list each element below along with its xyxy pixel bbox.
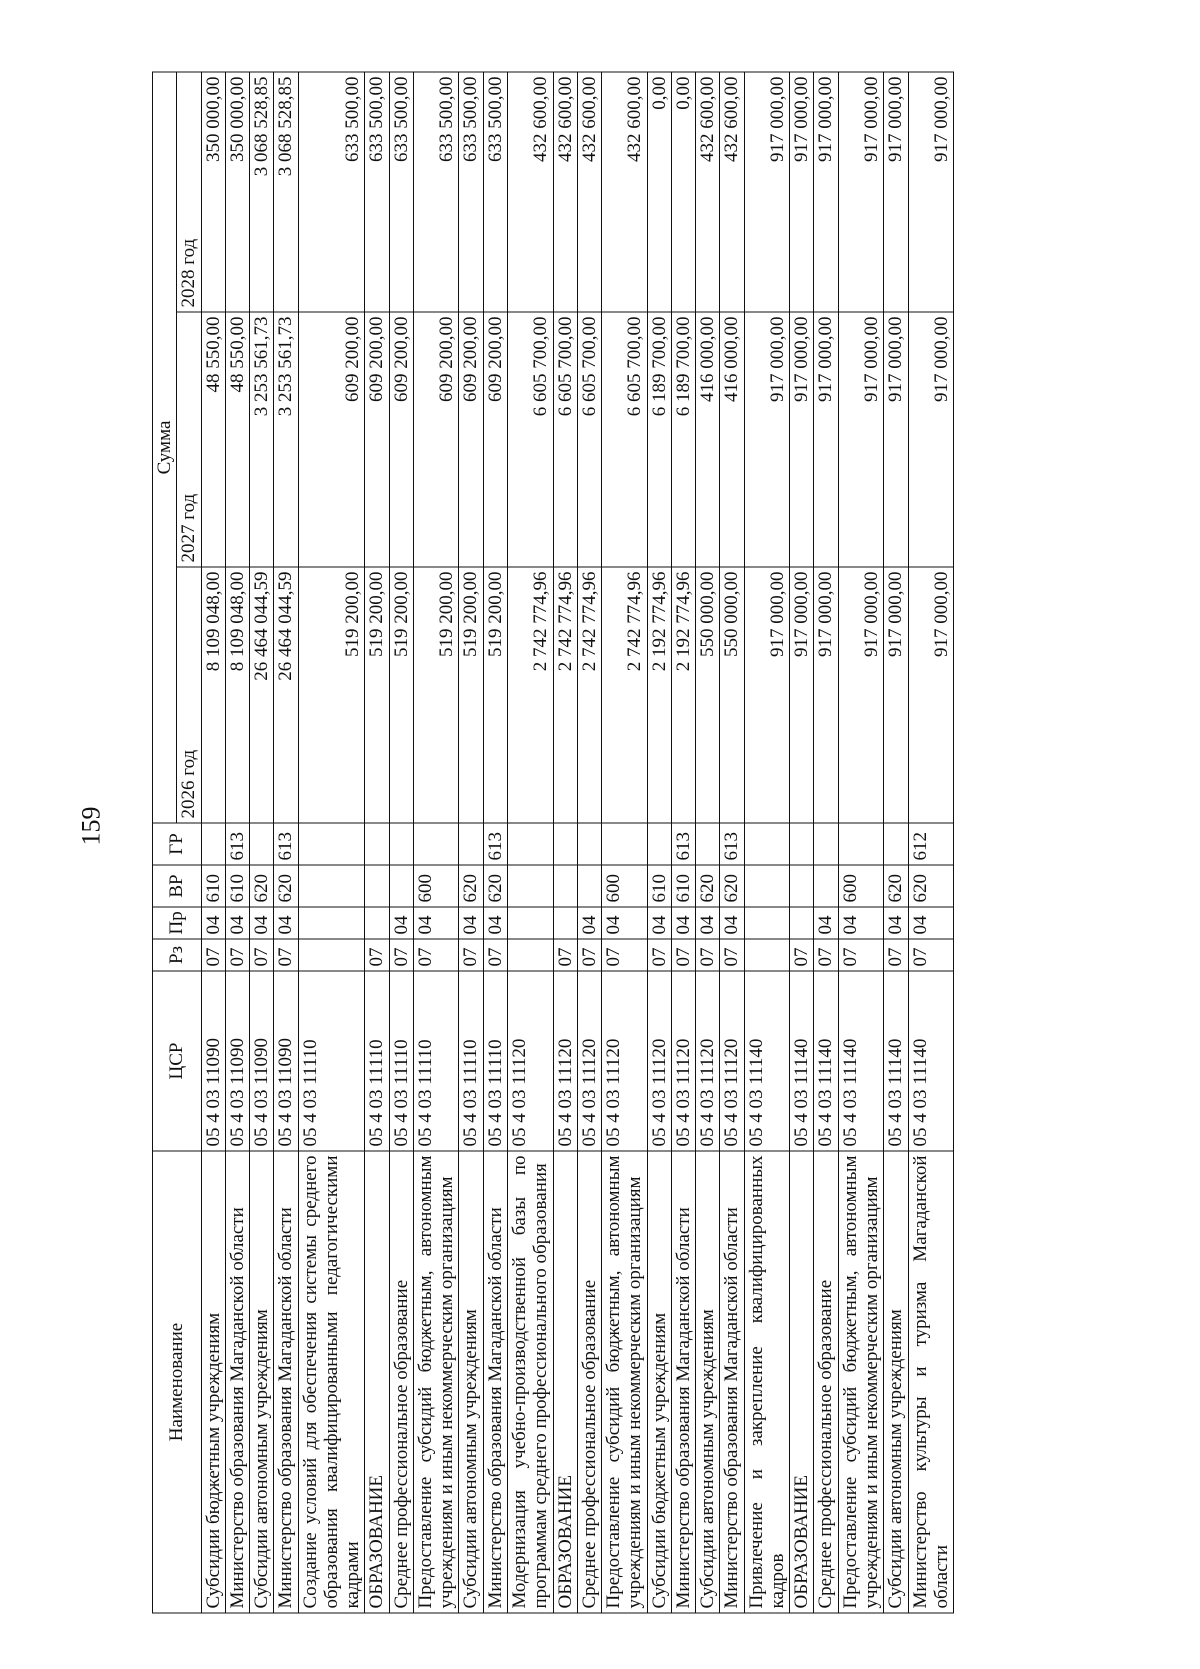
cell-gr <box>696 823 720 865</box>
cell-2026: 2 742 774,96 <box>577 567 601 823</box>
cell-vr <box>577 865 601 907</box>
cell-vr: 600 <box>602 865 648 907</box>
table-row <box>577 72 601 1613</box>
cell-gr <box>577 823 601 865</box>
col-header-gr: ГР <box>153 823 202 865</box>
cell-2026: 917 000,00 <box>814 567 838 823</box>
cell-vr: 620 <box>274 865 298 907</box>
cell-gr: 612 <box>908 823 954 865</box>
cell-vr: 620 <box>720 865 744 907</box>
cell-2028: 0,00 <box>671 72 695 312</box>
cell-2026: 519 200,00 <box>298 567 365 823</box>
cell-name: ОБРАЗОВАНИЕ <box>553 1151 577 1613</box>
cell-rz: 07 <box>647 939 671 971</box>
cell-gr <box>298 823 365 865</box>
cell-pr: 04 <box>647 907 671 939</box>
cell-2026: 519 200,00 <box>365 567 389 823</box>
cell-2027: 6 605 700,00 <box>577 312 601 567</box>
cell-2028: 3 068 528,85 <box>250 72 274 312</box>
cell-2028: 633 500,00 <box>389 72 413 312</box>
cell-vr: 620 <box>250 865 274 907</box>
cell-2028: 917 000,00 <box>744 72 790 312</box>
cell-2026: 519 200,00 <box>413 567 459 823</box>
cell-name: Субсидии бюджетным учреждениям <box>647 1151 671 1613</box>
cell-2027: 48 550,00 <box>201 312 225 567</box>
cell-2027: 917 000,00 <box>814 312 838 567</box>
cell-rz: 07 <box>459 939 483 971</box>
cell-2028: 917 000,00 <box>790 72 814 312</box>
cell-2026: 917 000,00 <box>838 567 884 823</box>
cell-2026: 550 000,00 <box>720 567 744 823</box>
cell-2027: 609 200,00 <box>365 312 389 567</box>
budget-table <box>152 72 954 1614</box>
cell-name: Привлечение и закрепление квалифицированных кадров <box>744 1151 790 1613</box>
cell-csr: 05 4 03 11140 <box>838 971 884 1151</box>
col-header-csr: ЦСР <box>153 971 202 1151</box>
cell-vr: 610 <box>647 865 671 907</box>
table-row <box>647 72 671 1613</box>
cell-rz: 07 <box>884 939 908 971</box>
cell-gr: 613 <box>225 823 249 865</box>
cell-pr <box>298 907 365 939</box>
cell-vr: 620 <box>696 865 720 907</box>
cell-2028: 633 500,00 <box>483 72 507 312</box>
cell-2026: 26 464 044,59 <box>274 567 298 823</box>
cell-name: Министерство культуры и туризма Магаданской области <box>908 1151 954 1613</box>
cell-rz: 07 <box>413 939 459 971</box>
cell-gr <box>507 823 553 865</box>
cell-csr: 05 4 03 11120 <box>671 971 695 1151</box>
cell-rz: 07 <box>274 939 298 971</box>
cell-rz: 07 <box>671 939 695 971</box>
cell-pr: 04 <box>483 907 507 939</box>
cell-pr: 04 <box>577 907 601 939</box>
cell-csr: 05 4 03 11120 <box>647 971 671 1151</box>
table-row <box>413 72 459 1613</box>
cell-rz: 07 <box>696 939 720 971</box>
cell-csr: 05 4 03 11120 <box>602 971 648 1151</box>
cell-2027: 3 253 561,73 <box>274 312 298 567</box>
cell-pr <box>790 907 814 939</box>
cell-pr: 04 <box>814 907 838 939</box>
cell-rz <box>298 939 365 971</box>
cell-name: ОБРАЗОВАНИЕ <box>365 1151 389 1613</box>
cell-name: Субсидии автономным учреждениям <box>250 1151 274 1613</box>
cell-2028: 3 068 528,85 <box>274 72 298 312</box>
cell-2028: 432 600,00 <box>602 72 648 312</box>
cell-rz <box>507 939 553 971</box>
cell-pr: 04 <box>459 907 483 939</box>
cell-vr: 610 <box>671 865 695 907</box>
cell-csr: 05 4 03 11140 <box>908 971 954 1151</box>
cell-name: Предоставление субсидий бюджетным, автономным учреждениям и иным некоммерческим организациям <box>838 1151 884 1613</box>
cell-rz: 07 <box>790 939 814 971</box>
table-row <box>298 72 365 1613</box>
cell-csr: 05 4 03 11140 <box>744 971 790 1151</box>
table-row <box>389 72 413 1613</box>
cell-gr <box>459 823 483 865</box>
cell-gr <box>602 823 648 865</box>
table-row <box>908 72 954 1613</box>
cell-pr: 04 <box>720 907 744 939</box>
table-row <box>814 72 838 1613</box>
table-row <box>696 72 720 1613</box>
cell-name: Министерство образования Магаданской области <box>274 1151 298 1613</box>
cell-pr: 04 <box>671 907 695 939</box>
cell-vr <box>365 865 389 907</box>
cell-name: Субсидии бюджетным учреждениям <box>201 1151 225 1613</box>
cell-pr <box>365 907 389 939</box>
budget-table-container <box>152 73 1200 1614</box>
cell-2026: 2 192 774,96 <box>647 567 671 823</box>
table-row <box>483 72 507 1613</box>
cell-name: ОБРАЗОВАНИЕ <box>790 1151 814 1613</box>
cell-rz: 07 <box>814 939 838 971</box>
cell-name: Модернизация учебно-производственной базы по программам среднего профессионального образования <box>507 1151 553 1613</box>
cell-2027: 609 200,00 <box>413 312 459 567</box>
cell-csr: 05 4 03 11110 <box>459 971 483 1151</box>
cell-2027: 416 000,00 <box>720 312 744 567</box>
cell-vr <box>790 865 814 907</box>
cell-2027: 917 000,00 <box>884 312 908 567</box>
cell-2028: 350 000,00 <box>201 72 225 312</box>
table-row <box>790 72 814 1613</box>
cell-csr: 05 4 03 11110 <box>365 971 389 1151</box>
cell-pr: 04 <box>201 907 225 939</box>
cell-2028: 0,00 <box>647 72 671 312</box>
cell-vr <box>744 865 790 907</box>
cell-2027: 609 200,00 <box>483 312 507 567</box>
cell-pr <box>744 907 790 939</box>
cell-gr <box>647 823 671 865</box>
cell-2027: 416 000,00 <box>696 312 720 567</box>
table-row <box>744 72 790 1613</box>
cell-vr: 620 <box>884 865 908 907</box>
cell-2026: 917 000,00 <box>908 567 954 823</box>
cell-rz <box>744 939 790 971</box>
col-header-rz: Рз <box>153 939 202 971</box>
cell-name: Среднее профессиональное образование <box>814 1151 838 1613</box>
cell-2026: 519 200,00 <box>389 567 413 823</box>
cell-name: Предоставление субсидий бюджетным, автономным учреждениям и иным некоммерческим организациям <box>413 1151 459 1613</box>
cell-vr: 620 <box>459 865 483 907</box>
cell-2028: 633 500,00 <box>298 72 365 312</box>
cell-2028: 917 000,00 <box>814 72 838 312</box>
col-header-2026: 2026 год <box>177 567 201 823</box>
cell-csr: 05 4 03 11120 <box>720 971 744 1151</box>
cell-rz: 07 <box>838 939 884 971</box>
cell-name: Министерство образования Магаданской области <box>671 1151 695 1613</box>
cell-name: Среднее профессиональное образование <box>389 1151 413 1613</box>
col-header-sum: Сумма <box>153 72 177 823</box>
cell-rz: 07 <box>602 939 648 971</box>
cell-vr: 600 <box>838 865 884 907</box>
cell-rz: 07 <box>908 939 954 971</box>
cell-vr <box>389 865 413 907</box>
cell-2027: 6 189 700,00 <box>647 312 671 567</box>
cell-2028: 432 600,00 <box>553 72 577 312</box>
col-header-name: Наименование <box>153 1151 202 1613</box>
cell-rz: 07 <box>225 939 249 971</box>
cell-rz: 07 <box>389 939 413 971</box>
cell-csr: 05 4 03 11120 <box>553 971 577 1151</box>
cell-rz: 07 <box>483 939 507 971</box>
cell-vr <box>814 865 838 907</box>
table-row <box>671 72 695 1613</box>
cell-pr: 04 <box>884 907 908 939</box>
cell-2027: 917 000,00 <box>838 312 884 567</box>
col-header-vr: ВР <box>153 865 202 907</box>
cell-gr <box>838 823 884 865</box>
cell-name: Субсидии автономным учреждениям <box>696 1151 720 1613</box>
cell-csr: 05 4 03 11090 <box>250 971 274 1151</box>
header-row-top <box>153 72 177 1613</box>
cell-2028: 917 000,00 <box>884 72 908 312</box>
cell-gr <box>250 823 274 865</box>
cell-gr <box>413 823 459 865</box>
cell-vr: 620 <box>908 865 954 907</box>
cell-2026: 917 000,00 <box>884 567 908 823</box>
cell-2027: 3 253 561,73 <box>250 312 274 567</box>
cell-2028: 917 000,00 <box>908 72 954 312</box>
cell-gr: 613 <box>483 823 507 865</box>
cell-name: Министерство образования Магаданской области <box>483 1151 507 1613</box>
cell-pr: 04 <box>225 907 249 939</box>
cell-vr <box>298 865 365 907</box>
cell-csr: 05 4 03 11120 <box>577 971 601 1151</box>
cell-pr: 04 <box>696 907 720 939</box>
cell-vr: 610 <box>225 865 249 907</box>
table-row <box>365 72 389 1613</box>
table-body <box>201 72 954 1613</box>
table-row <box>884 72 908 1613</box>
cell-2027: 917 000,00 <box>744 312 790 567</box>
table-row <box>507 72 553 1613</box>
cell-name: Министерство образования Магаданской области <box>720 1151 744 1613</box>
cell-vr: 600 <box>413 865 459 907</box>
cell-2027: 609 200,00 <box>298 312 365 567</box>
cell-2028: 350 000,00 <box>225 72 249 312</box>
cell-pr: 04 <box>838 907 884 939</box>
cell-2028: 432 600,00 <box>577 72 601 312</box>
cell-csr: 05 4 03 11090 <box>274 971 298 1151</box>
cell-2028: 917 000,00 <box>838 72 884 312</box>
cell-2027: 6 605 700,00 <box>553 312 577 567</box>
cell-gr <box>389 823 413 865</box>
cell-csr: 05 4 03 11140 <box>884 971 908 1151</box>
cell-2028: 633 500,00 <box>459 72 483 312</box>
cell-vr: 610 <box>201 865 225 907</box>
cell-gr: 613 <box>671 823 695 865</box>
cell-2026: 917 000,00 <box>744 567 790 823</box>
cell-pr <box>507 907 553 939</box>
cell-gr <box>790 823 814 865</box>
cell-gr <box>553 823 577 865</box>
cell-name: Создание условий для обеспечения системы среднего образования квалифицированными педагогическими кадрами <box>298 1151 365 1613</box>
col-header-2028: 2028 год <box>177 72 201 312</box>
col-header-pr: Пр <box>153 907 202 939</box>
cell-2028: 432 600,00 <box>507 72 553 312</box>
cell-rz: 07 <box>720 939 744 971</box>
cell-rz: 07 <box>365 939 389 971</box>
cell-2027: 917 000,00 <box>790 312 814 567</box>
cell-csr: 05 4 03 11140 <box>814 971 838 1151</box>
cell-gr <box>744 823 790 865</box>
cell-pr: 04 <box>274 907 298 939</box>
cell-2026: 26 464 044,59 <box>250 567 274 823</box>
table-row <box>838 72 884 1613</box>
table-row <box>720 72 744 1613</box>
cell-vr <box>553 865 577 907</box>
cell-2028: 633 500,00 <box>413 72 459 312</box>
cell-csr: 05 4 03 11110 <box>413 971 459 1151</box>
cell-pr: 04 <box>602 907 648 939</box>
cell-pr: 04 <box>250 907 274 939</box>
cell-csr: 05 4 03 11120 <box>696 971 720 1151</box>
cell-pr: 04 <box>413 907 459 939</box>
cell-csr: 05 4 03 11110 <box>389 971 413 1151</box>
cell-vr <box>507 865 553 907</box>
cell-csr: 05 4 03 11090 <box>201 971 225 1151</box>
cell-2026: 519 200,00 <box>459 567 483 823</box>
cell-2027: 609 200,00 <box>389 312 413 567</box>
cell-csr: 05 4 03 11110 <box>298 971 365 1151</box>
table-row <box>553 72 577 1613</box>
cell-rz: 07 <box>553 939 577 971</box>
cell-2027: 6 605 700,00 <box>602 312 648 567</box>
cell-2027: 609 200,00 <box>459 312 483 567</box>
cell-name: Субсидии автономным учреждениям <box>884 1151 908 1613</box>
cell-csr: 05 4 03 11120 <box>507 971 553 1151</box>
cell-gr <box>884 823 908 865</box>
cell-csr: 05 4 03 11090 <box>225 971 249 1151</box>
cell-rz: 07 <box>577 939 601 971</box>
table-row <box>459 72 483 1613</box>
table-row <box>274 72 298 1613</box>
cell-name: Предоставление субсидий бюджетным, автономным учреждениям и иным некоммерческим организациям <box>602 1151 648 1613</box>
table-row <box>201 72 225 1613</box>
cell-rz: 07 <box>201 939 225 971</box>
cell-2028: 633 500,00 <box>365 72 389 312</box>
page-number: 159 <box>76 806 106 846</box>
cell-name: Субсидии автономным учреждениям <box>459 1151 483 1613</box>
cell-2026: 2 742 774,96 <box>553 567 577 823</box>
col-header-2027: 2027 год <box>177 312 201 567</box>
cell-name: Среднее профессиональное образование <box>577 1151 601 1613</box>
cell-2026: 8 109 048,00 <box>201 567 225 823</box>
cell-rz: 07 <box>250 939 274 971</box>
table-row <box>250 72 274 1613</box>
cell-pr: 04 <box>389 907 413 939</box>
cell-pr: 04 <box>908 907 954 939</box>
cell-2026: 2 742 774,96 <box>507 567 553 823</box>
cell-csr: 05 4 03 11110 <box>483 971 507 1151</box>
cell-vr: 620 <box>483 865 507 907</box>
cell-csr: 05 4 03 11140 <box>790 971 814 1151</box>
table-row <box>602 72 648 1613</box>
cell-gr: 613 <box>720 823 744 865</box>
cell-2027: 48 550,00 <box>225 312 249 567</box>
cell-gr <box>201 823 225 865</box>
cell-name: Министерство образования Магаданской области <box>225 1151 249 1613</box>
cell-gr <box>365 823 389 865</box>
cell-2026: 8 109 048,00 <box>225 567 249 823</box>
cell-pr <box>553 907 577 939</box>
cell-2026: 519 200,00 <box>483 567 507 823</box>
cell-gr <box>814 823 838 865</box>
cell-gr: 613 <box>274 823 298 865</box>
cell-2028: 432 600,00 <box>696 72 720 312</box>
cell-2026: 2 192 774,96 <box>671 567 695 823</box>
cell-2027: 6 605 700,00 <box>507 312 553 567</box>
cell-2027: 6 189 700,00 <box>671 312 695 567</box>
cell-2026: 917 000,00 <box>790 567 814 823</box>
cell-2026: 2 742 774,96 <box>602 567 648 823</box>
table-row <box>225 72 249 1613</box>
cell-2028: 432 600,00 <box>720 72 744 312</box>
cell-2026: 550 000,00 <box>696 567 720 823</box>
cell-2027: 917 000,00 <box>908 312 954 567</box>
